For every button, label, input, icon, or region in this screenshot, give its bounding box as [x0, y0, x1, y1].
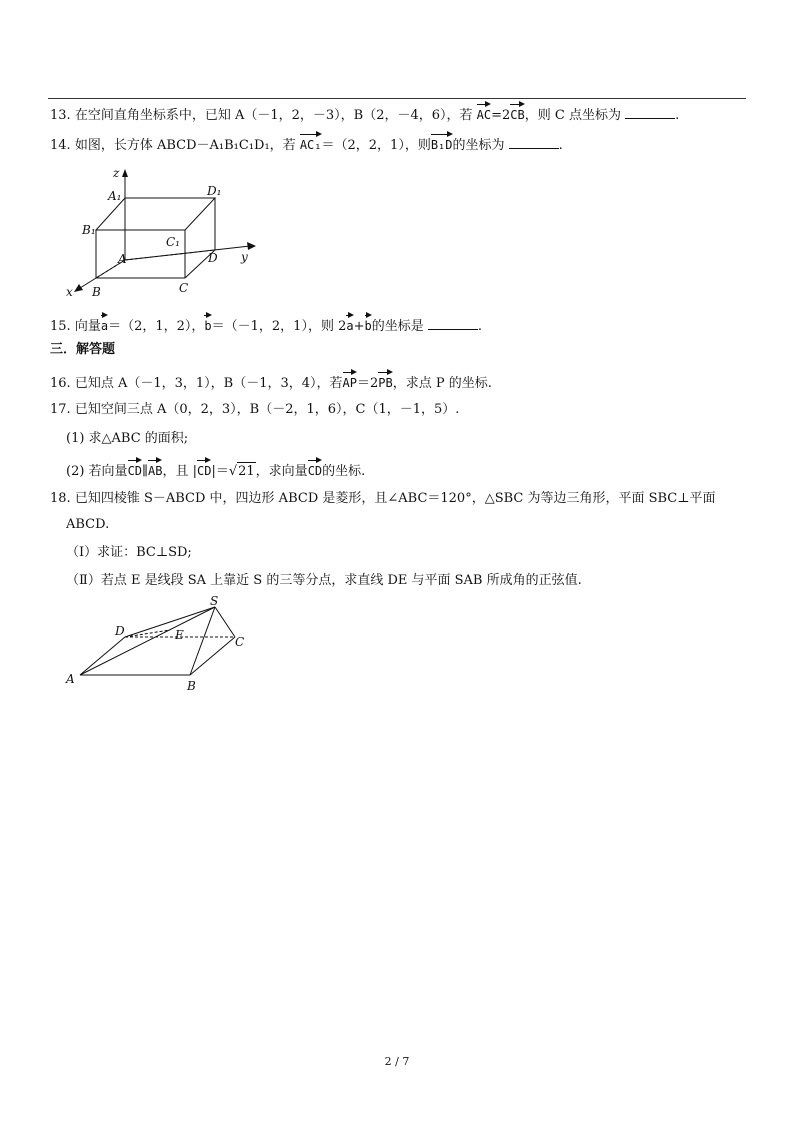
label-S: S [210, 595, 219, 608]
question-number: 15. [50, 319, 71, 334]
question-17-part-1: (1) 求△ABC 的面积; [66, 431, 189, 446]
pyramid-figure [60, 595, 260, 695]
question-text: + [353, 319, 365, 334]
cuboid-figure [60, 160, 270, 305]
question-number: 18. [50, 491, 71, 506]
question-text: 向量 [74, 319, 101, 334]
question-text: |＝√ [211, 464, 238, 479]
label-C: C [179, 281, 189, 295]
page-number: 2 / 7 [384, 1055, 410, 1068]
question-number: 16. [50, 376, 71, 391]
vector-b: b [365, 314, 372, 335]
label-D: D [208, 251, 218, 265]
answer-blank [625, 106, 675, 119]
vector-CB: CB [510, 103, 524, 124]
question-text: ，求点 P 的坐标. [392, 376, 492, 391]
vector-AC1: AC₁ [300, 133, 322, 154]
label-y: y [241, 250, 248, 264]
question-15 [50, 314, 482, 336]
vector-CD: CD [308, 459, 322, 480]
answer-blank [509, 136, 559, 149]
period: . [675, 108, 680, 123]
label-C: C [235, 635, 245, 649]
period: . [558, 138, 563, 153]
question-text: 已知点 A（－1，3，1），B（－1，3，4），若 [74, 376, 343, 391]
x-axis-arrow [74, 284, 83, 292]
label-x: x [66, 285, 73, 299]
question-text: 的坐标. [322, 464, 366, 479]
label-A: A [118, 252, 127, 266]
label-C1: C₁ [166, 235, 180, 249]
vector-AC: AC [477, 103, 491, 124]
parallel-symbol: ∥ [142, 464, 149, 479]
section-heading: 三．解答题 [50, 342, 116, 357]
question-text: 如图，长方体 ABCD－A₁B₁C₁D₁，若 [74, 138, 296, 153]
question-text: ＝（2，2，1），则 [321, 138, 431, 153]
edge-SD [125, 607, 215, 637]
label-B1: B₁ [82, 223, 96, 237]
question-14 [50, 133, 563, 155]
question-text: 已知四棱锥 S－ABCD 中，四边形 ABCD 是菱形，且∠ABC＝120°，△SBC 为等边三角形，平面 SBC⊥平面 [74, 491, 716, 506]
header-rule [48, 98, 746, 99]
vector-b: b [204, 314, 211, 335]
y-axis-arrow [247, 242, 256, 250]
vector-AB: AB [148, 459, 162, 480]
label-B: B [187, 679, 196, 693]
question-16 [50, 371, 492, 393]
edge-SA [80, 607, 215, 675]
edge-SC [215, 607, 235, 637]
z-axis-arrow [122, 169, 128, 177]
label-A: A [66, 672, 75, 686]
label-A1: A₁ [108, 189, 122, 203]
vector-PB: PB [378, 371, 392, 392]
question-text: ，且 | [162, 464, 197, 479]
question-text: =2 [491, 108, 511, 123]
label-B: B [92, 285, 101, 299]
label-E: E [175, 628, 184, 642]
vector-a: a [101, 314, 108, 335]
answer-blank [428, 317, 478, 330]
question-13 [50, 103, 679, 125]
question-text: 的坐标为 [452, 138, 505, 153]
vector-CD: CD [128, 459, 142, 480]
question-text: ＝（－1，2，1），则 2 [211, 319, 347, 334]
question-17-part-2 [66, 459, 365, 481]
vector-a: a [346, 314, 353, 335]
vector-B1D: B₁D [431, 133, 453, 154]
label-D: D [115, 624, 125, 638]
label-z: z [113, 166, 120, 180]
question-17 [50, 401, 459, 419]
question-text: ，则 C 点坐标为 [524, 108, 621, 123]
question-18 [50, 490, 716, 508]
question-18-continued: ABCD. [66, 517, 110, 532]
question-number: 13. [50, 108, 71, 123]
question-text: ，求向量 [255, 464, 308, 479]
question-18-part-1: （Ⅰ）求证：BC⊥SD; [66, 545, 192, 560]
question-number: 14. [50, 138, 71, 153]
question-text: 已知空间三点 A（0，2，3），B（－2，1，6），C（1，－1，5）. [74, 402, 460, 417]
question-number: 17. [50, 402, 71, 417]
label-D1: D₁ [207, 184, 222, 198]
sqrt-radicand: 21 [238, 464, 255, 479]
vector-AP: AP [343, 371, 357, 392]
question-text: 的坐标是 [371, 319, 424, 334]
question-text: ＝2 [356, 376, 379, 391]
question-text: (2) 若向量 [66, 464, 128, 479]
question-text: ＝（2，1，2）， [108, 319, 205, 334]
question-18-part-2: （Ⅱ）若点 E 是线段 SA 上靠近 S 的三等分点，求直线 DE 与平面 SAB 所成角的正弦值. [66, 573, 582, 588]
question-text: 在空间直角坐标系中，已知 A（－1，2，－3），B（2，－4，6），若 [74, 108, 473, 123]
vector-CD: CD [197, 459, 211, 480]
period: . [477, 319, 483, 334]
